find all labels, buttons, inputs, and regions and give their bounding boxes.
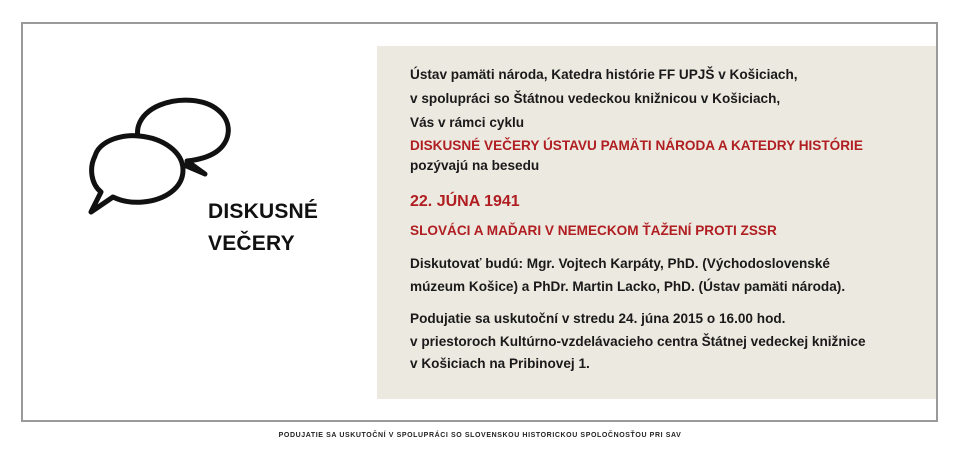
organizers-line-2: v spolupráci so Štátnou vedeckou knižnicou v Košiciach, [410,91,781,106]
speakers-line-1: Diskutovať budú: Mgr. Vojtech Karpáty, PhD. (Východoslovenské [410,256,830,271]
footer-note: PODUJATIE SA USKUTOČNÍ V SPOLUPRÁCI SO SLOVENSKOU HISTORICKOU SPOLOČNOSŤOU PRI SAV [278,432,682,439]
venue-line-3: v Košiciach na Pribinovej 1. [410,356,590,371]
series-name: DISKUSNÉ VEČERY ÚSTAVU PAMÄTI NÁRODA A KATEDRY HISTÓRIE [410,138,863,153]
event-series-title [208,196,318,260]
title-line-1: DISKUSNÉ [208,200,319,223]
venue-line-1: Podujatie sa uskutoční v stredu 24. júna 2015 o 16.00 hod. [410,311,786,326]
date-heading: 22. JÚNA 1941 [410,193,520,210]
title-line-2: VEČERY [208,232,295,255]
speakers-line-2: múzeum Košice) a PhDr. Martin Lacko, PhD. (Ústav pamäti národa). [410,279,846,294]
venue-line-2: v priestoroch Kultúrno-vzdelávacieho centra Štátnej vedeckej knižnice [410,334,866,349]
invite-line: pozývajú na besedu [410,158,540,173]
organizers-line-1: Ústav pamäti národa, Katedra histórie FF UPJŠ v Košiciach, [410,67,798,82]
organizers-line-3: Vás v rámci cyklu [410,115,525,130]
topic-title: SLOVÁCI A MAĎARI V NEMECKOM ŤAŽENÍ PROTI ZSSR [410,223,777,238]
